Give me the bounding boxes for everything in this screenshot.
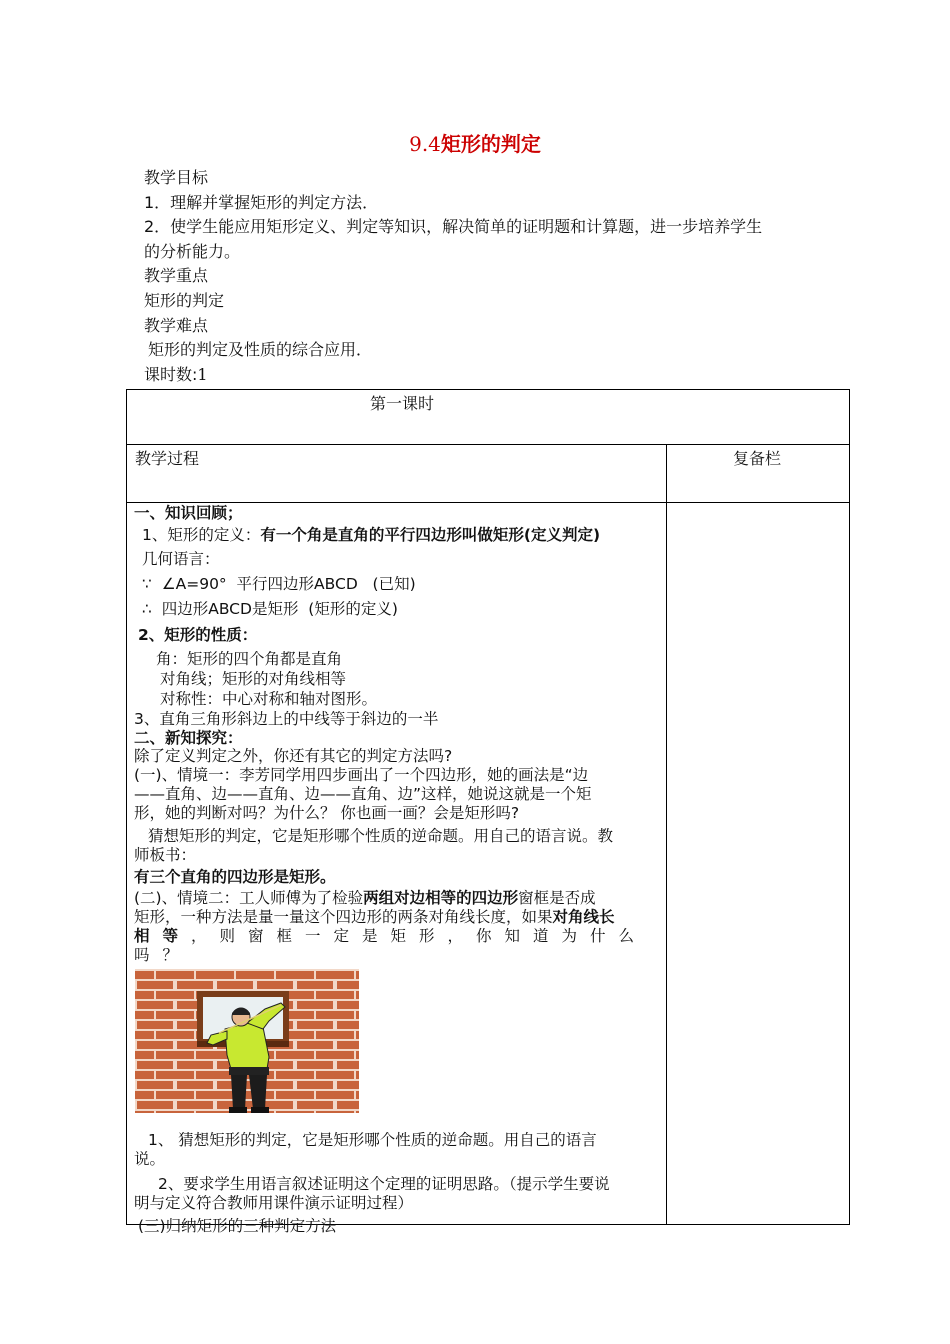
definition-prefix: 1、矩形的定义：: [142, 526, 261, 544]
difficulty-heading: 教学难点: [144, 315, 209, 335]
theorem-three-right-angles: 有三个直角的四边形是矩形。: [134, 868, 336, 886]
question-1-line-1: 1、 猜想矩形的判定，它是矩形哪个性质的逆命题。用自己的语言: [148, 1131, 597, 1149]
title-number: 9.4: [409, 132, 441, 156]
property-diagonal: 对角线；矩形的对角线相等: [160, 670, 347, 688]
property-symmetry: 对称性：中心对称和轴对图形。: [160, 690, 378, 708]
rectangle-definition: [134, 523, 658, 547]
properties-heading: 2、矩形的性质：: [138, 626, 258, 644]
lesson-process-content: [134, 503, 658, 1236]
scenario-1-line-1: (一)、情境一：李芳同学用四步画出了一个四边形，她的画法是“边: [134, 766, 589, 784]
goal-heading: 教学目标: [144, 168, 209, 187]
property-angle: 角：矩形的四个角都是直角: [156, 650, 343, 668]
scenario-2-bold-c: 相等: [134, 927, 192, 945]
explore-intro: 除了定义判定之外，你还有其它的判定方法吗?: [134, 747, 453, 765]
definition-text: 有一个角是直角的平行四边形叫做矩形(定义判定): [260, 526, 601, 544]
question-1-line-2: 说。: [134, 1150, 166, 1168]
question-2-line-2: 明与定义符合教师用课件演示证明过程）: [134, 1194, 414, 1212]
lesson-period-header: 第一课时: [370, 394, 435, 413]
goal-2-line-1: 2．使学生能应用矩形定义、判定等知识，解决简单的证明题和计算题，进一步培养学生: [144, 217, 763, 237]
scenario-2-part-e: ，则窗框一定是矩形，你知道为什么吗？: [134, 927, 648, 964]
median-theorem: 3、直角三角形斜边上的中线等于斜边的一半: [134, 710, 439, 728]
goal-1: 1．理解并掌握矩形的判定方法．: [144, 192, 379, 212]
conjecture-line-1: 猜想矩形的判定，它是矩形哪个性质的逆命题。用自己的语言说。教: [148, 827, 614, 845]
key-heading: 教学重点: [144, 266, 209, 286]
conjecture-line-2: 师板书：: [134, 846, 197, 864]
explore-heading: 二、新知探究：: [134, 729, 243, 747]
brick-wall-worker-icon: [135, 969, 359, 1113]
process-label: 教学过程: [135, 449, 200, 468]
hours-value: 1: [197, 364, 208, 384]
lesson-intro: [144, 166, 824, 387]
question-2-line-1: 2、要求学生用语言叙述证明这个定理的证明思路。（提示学生要说: [158, 1175, 610, 1193]
because-statement: ∵ ∠A=90° 平行四边形ABCD (已知): [142, 575, 416, 593]
summary-methods: (三)归纳矩形的三种判定方法: [138, 1217, 337, 1235]
scenario-2-line-1: [134, 889, 658, 908]
scenario-2-part-a: (二)、情境二：工人师傅为了检验: [134, 889, 364, 907]
difficulty-text: 矩形的判定及性质的综合应用．: [148, 340, 373, 360]
scenario-1-line-3: 形，她的判断对吗？为什么？ 你也画一画？会是矩形吗?: [134, 804, 520, 822]
class-hours: [144, 363, 824, 388]
therefore-statement: ∴ 四边形ABCD是矩形 (矩形的定义): [142, 600, 398, 618]
scenario-1-line-2: ——直角、边——直角、边——直角、边”这样，她说这就是一个矩: [134, 785, 592, 803]
geometry-language: 几何语言：: [142, 550, 220, 568]
page-title: [0, 128, 950, 157]
title-text: 矩形的判定: [440, 132, 541, 156]
table-column-divider: [666, 444, 667, 1224]
review-heading: 一、知识回顾；: [134, 504, 243, 522]
key-text: 矩形的判定: [144, 290, 225, 310]
scenario-2-line-2: [134, 908, 658, 927]
scenario-2-part-d: 矩形，一种方法是量一量这个四边形的两条对角线长度，如果: [134, 908, 553, 926]
table-divider-1: [127, 444, 849, 445]
worker-measuring-window-illustration: [135, 969, 359, 1113]
goal-2-line-2: 的分析能力。: [144, 241, 241, 261]
scenario-2-bold-a: 两组对边相等的四边形: [363, 889, 519, 907]
hours-label: 课时数:: [144, 364, 198, 384]
scenario-2-line-3: [134, 927, 658, 965]
prep-label: 复备栏: [733, 449, 782, 468]
scenario-2-bold-b: 对角线长: [552, 908, 615, 926]
scenario-2-part-c: 窗框是否成: [518, 889, 596, 907]
